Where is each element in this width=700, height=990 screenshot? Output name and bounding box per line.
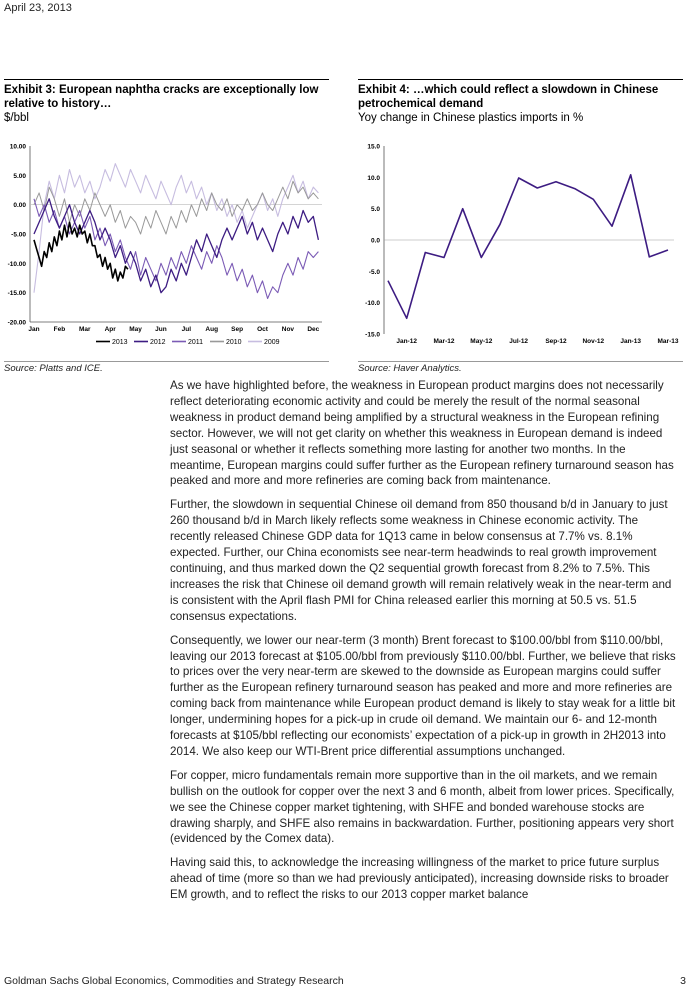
exhibit4-header xyxy=(358,83,688,125)
exhibit4-y-tick-label: 0.0 xyxy=(370,237,380,245)
exhibit3-source: Source: Platts and ICE. xyxy=(4,363,103,374)
exhibit3-chart-svg xyxy=(0,130,340,360)
exhibit3-legend-label: 2010 xyxy=(226,339,242,346)
exhibit4-y-tick-label: 15.0 xyxy=(367,143,380,151)
exhibit4-chart xyxy=(350,130,690,360)
exhibit3-x-tick-label: Feb xyxy=(53,326,66,333)
exhibit3-legend-label: 2011 xyxy=(188,339,204,346)
exhibit4-series-line xyxy=(388,175,668,318)
exhibit4-chart-svg xyxy=(350,130,690,360)
exhibit3-y-tick-label: 5.00 xyxy=(13,172,26,180)
exhibit3-title-line1: Exhibit 3: European naphtha cracks are exceptionally low xyxy=(4,84,319,96)
exhibit3-x-tick-label: Mar xyxy=(79,326,91,333)
exhibit4-x-tick-label: Jul-12 xyxy=(509,338,529,345)
exhibit3-x-tick-label: Apr xyxy=(104,326,116,333)
page-number: 3 xyxy=(680,975,686,987)
exhibit4-y-tick-label: 10.0 xyxy=(367,174,380,182)
exhibit3-y-tick-label: -20.00 xyxy=(7,319,26,327)
exhibit3-series-2012 xyxy=(34,199,318,293)
exhibit4-title-line2: petrochemical demand xyxy=(358,98,484,110)
exhibit3-x-tick-label: May xyxy=(129,326,142,333)
exhibit3-series-2011 xyxy=(34,199,318,299)
exhibit3-bottom-rule xyxy=(4,361,329,362)
exhibit3-x-tick-label: Sep xyxy=(231,326,244,333)
exhibit4-y-tick-label: -5.0 xyxy=(368,268,380,276)
paragraph-brent-forecast: Consequently, we lower our near-term (3 month) Brent forecast to $100.00/bbl from $110.00/bbl, leaving our 2013 forecast at $105.00/bbl from previously $110.00/bbl. Further, we believe that risks to prices over the very near-term are skewed to the downside as European margins could suffer further as the European refinery turnaround season has peaked and more and more refineries are coming back from maintenance while European product demand is likely to stay weak for a little bit longer, undermining hopes for a pick-up in crude oil demand. We maintain our 6- and 12-month forecasts at $105/bbl reflecting our economists’ expectation of a pick-up in growth in 2H2013 into 2014. We also keep our WTI-Brent price differential assumptions unchanged. xyxy=(170,633,676,758)
exhibit3-x-tick-label: Jul xyxy=(181,326,192,333)
exhibit3-x-tick-label: Aug xyxy=(205,326,219,333)
paragraph-copper-balance: Having said this, to acknowledge the increasing willingness of the market to price future surplus ahead of time (more so than we had previously anticipated), increasing downside risks to broader EM growth, and to reflect the risks to our 2013 copper market balance xyxy=(170,856,669,902)
exhibit4-y-tick-label: -10.0 xyxy=(365,300,380,308)
exhibit4-y-tick-label: 5.0 xyxy=(370,206,380,214)
exhibit3-y-tick-label: -15.00 xyxy=(7,290,26,298)
exhibit4-y-tick-label: -15.0 xyxy=(365,331,380,339)
exhibit4-x-tick-label: Mar-13 xyxy=(657,338,679,345)
exhibit4-title-line1: Exhibit 4: …which could reflect a slowdown in Chinese xyxy=(358,84,659,96)
exhibit3-x-tick-label: Jan xyxy=(28,326,40,333)
exhibit4-bottom-rule xyxy=(358,361,683,362)
footer-publisher: Goldman Sachs Global Economics, Commodities and Strategy Research xyxy=(4,975,344,987)
exhibit3-x-tick-label: Nov xyxy=(281,326,295,333)
exhibit3-y-tick-label: -5.00 xyxy=(11,231,26,239)
exhibit4-x-tick-label: Sep-12 xyxy=(545,338,567,345)
exhibit4-top-rule xyxy=(358,79,683,80)
exhibit3-unit: $/bbl xyxy=(4,112,29,124)
exhibit4-x-tick-label: Jan-12 xyxy=(396,338,417,345)
exhibit3-x-tick-label: Jun xyxy=(155,326,167,333)
exhibit4-subtitle: Yoy change in Chinese plastics imports in % xyxy=(358,112,584,124)
exhibit3-legend-label: 2013 xyxy=(112,339,128,346)
exhibit3-legend-label: 2012 xyxy=(150,339,166,346)
exhibit3-chart xyxy=(0,130,340,360)
exhibit4-x-tick-label: Jan-13 xyxy=(620,338,641,345)
exhibit3-x-tick-label: Oct xyxy=(257,326,268,333)
exhibit3-y-tick-label: 10.00 xyxy=(9,143,26,151)
paragraph-naphtha: As we have highlighted before, the weakness in European product margins does not necessarily reflect deteriorating economic activity and could be merely the result of the normal seasonal weakness in product demand being amplified by a structural weakness in the European refining sector. However, we will not get clarity on whether this weakness in European demand is indeed just seasonal or whether it reflects something more lasting for another two months. In the meantime, European margins could suffer further as the European refinery turnaround season has peaked and more and more refineries are coming back from maintenance. xyxy=(170,379,674,488)
exhibit4-source: Source: Haver Analytics. xyxy=(358,363,462,374)
exhibit3-legend-label: 2009 xyxy=(264,339,280,346)
exhibit4-x-tick-label: May-12 xyxy=(470,338,493,345)
exhibit3-title-line2: relative to history… xyxy=(4,98,112,110)
body-text xyxy=(170,378,678,911)
exhibit4-x-tick-label: Mar-12 xyxy=(433,338,455,345)
exhibit3-header xyxy=(4,83,334,125)
paragraph-copper: For copper, micro fundamentals remain more supportive than in the oil markets, and we remain bullish on the outlook for copper over the next 3 and 6 month, albeit from lower prices. Specifically, we see the Chinese copper market tightening, with SHFE and bonded warehouse stocks are drawing sharply, and SHFE also remains in backwardation. Further, positioning appears very short (evidenced by the Comex data). xyxy=(170,768,675,846)
exhibit3-y-tick-label: -10.00 xyxy=(7,260,26,268)
exhibit4-x-tick-label: Nov-12 xyxy=(582,338,605,345)
report-date: April 23, 2013 xyxy=(4,2,72,14)
exhibit3-y-tick-label: 0.00 xyxy=(13,202,26,210)
exhibit3-x-tick-label: Dec xyxy=(307,326,320,333)
exhibit3-top-rule xyxy=(4,79,329,80)
paragraph-china-demand: Further, the slowdown in sequential Chinese oil demand from 850 thousand b/d in January to just 260 thousand b/d in March likely reflects some weakness in Chinese economic activity. The recently released Chinese GDP data for 1Q13 came in below consensus at 7.7% vs. 8.1% expected. Further, our China economists see near-term headwinds to real growth improvement continuing, and thus marked down the Q2 sequential growth forecast from 8.2% to 7.5%. This increases the risk that Chinese oil demand growth will remain relatively weak in the near-term and is consistent with the April flash PMI for China released earlier this morning at 50.5 vs. 51.5 consensus expectations. xyxy=(170,498,672,623)
